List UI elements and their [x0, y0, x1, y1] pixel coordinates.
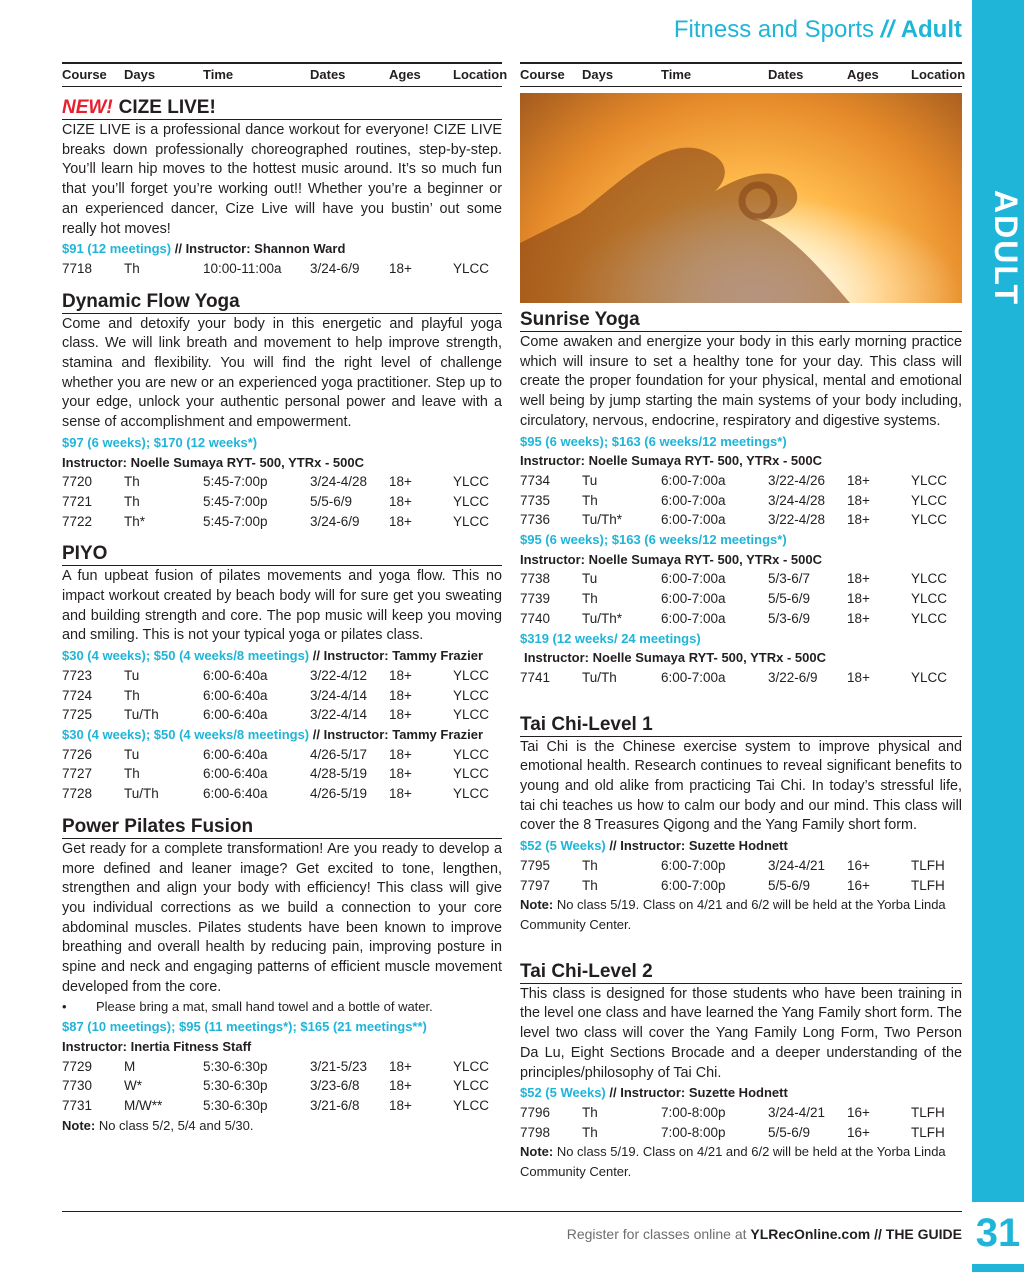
note-label: Note: [520, 1144, 554, 1160]
ages: 18+ [847, 472, 870, 488]
ages: 18+ [847, 669, 870, 685]
page-header [674, 16, 962, 44]
section-rows [520, 569, 962, 628]
time: 6:00-7:00a [661, 571, 726, 587]
days: Tu [582, 472, 598, 488]
time: 5:30-6:30p [203, 1097, 268, 1113]
schedule-row [62, 472, 502, 492]
location: YLCC [453, 746, 490, 762]
instructor: Instructor: Noelle Sumaya RYT- 500, YTRx - 500C [524, 650, 826, 666]
page-number: 31 [972, 1202, 1024, 1264]
ages: 18+ [389, 667, 412, 683]
course-number: 7735 [520, 492, 551, 508]
schedule-row [62, 705, 502, 725]
col-location: Location [911, 67, 966, 82]
section-rows [520, 1103, 962, 1142]
schedule-row [520, 589, 962, 609]
time: 6:00-6:40a [203, 746, 268, 762]
dates: 5/5-6/9 [310, 493, 353, 509]
instructor: Instructor: Noelle Sumaya RYT- 500, YTRx - 500C [520, 551, 822, 567]
days: Tu/Th* [582, 512, 623, 528]
days: Th [582, 877, 598, 893]
yoga-sunrise-photo [520, 93, 962, 303]
time: 5:45-7:00p [203, 513, 268, 529]
days: Th [124, 260, 140, 276]
time: 6:00-7:00a [661, 591, 726, 607]
bullet-note [62, 997, 502, 1017]
location: TLFH [911, 877, 945, 893]
course-description: CIZE LIVE is a professional dance workout for everyone! CIZE LIVE breaks down professionally choreographed routines, step-by-step. You’ll learn hip moves to the hottest music around. It’s so much fun that you’ll forget you’re working out!! Whether you’re a beginner or an experienced dancer, Cize Live will have you bustin’ out some really hot moves! [62, 122, 502, 237]
note [520, 1142, 962, 1181]
course-description: A fun upbeat fusion of pilates movements and yoga flow. This no impact workout created by beach body will for sure get you sweating and building strength and core. The pop music will keep you moving and smiling. This is not your typical yoga or pilates class. [62, 568, 502, 644]
days: Tu/Th [124, 786, 159, 802]
days: Tu [582, 571, 598, 587]
bullet-text: Please bring a mat, small hand towel and a bottle of water. [96, 999, 433, 1015]
col-dates: Dates [310, 67, 346, 82]
course-number: 7721 [62, 493, 93, 509]
location: YLCC [453, 667, 490, 683]
days: Th [124, 766, 140, 782]
time: 6:00-6:40a [203, 786, 268, 802]
instructor: // Instructor: Suzette Hodnett [609, 838, 788, 854]
days: Tu [124, 667, 140, 683]
col-course: Course [520, 67, 565, 82]
course-number: 7728 [62, 786, 93, 802]
location: TLFH [911, 857, 945, 873]
header-audience: Adult [900, 16, 962, 43]
days: Th [582, 1124, 598, 1140]
instructor: // Instructor: Shannon Ward [174, 241, 346, 257]
course-sunrise-yoga [520, 309, 962, 688]
ages: 18+ [389, 766, 412, 782]
course-number: 7730 [62, 1078, 93, 1094]
time: 6:00-7:00p [661, 877, 726, 893]
section-rows [62, 666, 502, 725]
location: YLCC [453, 1097, 490, 1113]
course-number: 7720 [62, 474, 93, 490]
course-number: 7798 [520, 1124, 551, 1140]
dates: 3/22-6/9 [768, 669, 818, 685]
instructor: Instructor: Noelle Sumaya RYT- 500, YTRx - 500C [520, 453, 822, 469]
col-days: Days [124, 67, 156, 82]
ages: 16+ [847, 877, 870, 893]
schedule-row [520, 876, 962, 896]
course-number: 7796 [520, 1104, 551, 1120]
time: 6:00-6:40a [203, 667, 268, 683]
footer-guide: THE GUIDE [885, 1226, 962, 1242]
location: YLCC [453, 493, 490, 509]
course-title: Tai Chi-Level 1 [520, 714, 962, 737]
header-separator: // [880, 16, 895, 43]
ages: 16+ [847, 1104, 870, 1120]
ages: 18+ [389, 493, 412, 509]
course-title: Dynamic Flow Yoga [62, 291, 502, 314]
schedule-row [62, 784, 502, 804]
days: W* [124, 1078, 142, 1094]
schedule-row [62, 492, 502, 512]
header-category: Fitness and Sports [673, 16, 874, 43]
section-rows [62, 472, 502, 531]
ages: 18+ [847, 591, 870, 607]
days: M [124, 1058, 136, 1074]
col-time: Time [203, 67, 234, 82]
col-course: Course [62, 67, 107, 82]
location: YLCC [911, 472, 948, 488]
schedule-row [520, 1103, 962, 1123]
ages: 16+ [847, 1124, 870, 1140]
location: YLCC [911, 669, 948, 685]
right-column [520, 62, 966, 1182]
course-description: Tai Chi is the Chinese exercise system to improve physical and emotional health. Research continues to reveal significant benefits to young and old alike from practicing Tai Chi. In today’s stressful life, tai chi teaches us how to calm our body and our mind. This class will cover the 8 Treasures Qigong and the Yang Family short form. [520, 738, 962, 834]
note-text: No class 5/19. Class on 4/21 and 6/2 will be held at the Yorba Linda Community Center. [520, 1144, 946, 1180]
schedule-row [62, 1057, 502, 1077]
course-number: 7738 [520, 571, 551, 587]
dates: 5/5-6/9 [768, 591, 811, 607]
time: 6:00-6:40a [203, 687, 268, 703]
course-title: Power Pilates Fusion [62, 816, 502, 839]
dates: 5/3-6/9 [768, 610, 811, 626]
days: Th [582, 492, 598, 508]
ages: 16+ [847, 857, 870, 873]
dates: 5/5-6/9 [768, 877, 811, 893]
location: YLCC [911, 571, 948, 587]
course-title: Tai Chi-Level 2 [520, 961, 962, 984]
ages: 18+ [847, 492, 870, 508]
time: 6:00-7:00a [661, 492, 726, 508]
schedule-row [62, 666, 502, 686]
col-ages: Ages [389, 67, 421, 82]
col-ages: Ages [847, 67, 879, 82]
location: YLCC [453, 513, 490, 529]
time: 7:00-8:00p [661, 1104, 726, 1120]
course-number: 7740 [520, 610, 551, 626]
ages: 18+ [389, 1058, 412, 1074]
col-dates: Dates [768, 67, 804, 82]
course-number: 7795 [520, 857, 551, 873]
location: YLCC [911, 492, 948, 508]
location: YLCC [911, 512, 948, 528]
schedule-row [520, 856, 962, 876]
dates: 3/21-6/8 [310, 1097, 360, 1113]
dates: 3/22-4/12 [310, 667, 368, 683]
location: YLCC [453, 786, 490, 802]
days: Th [124, 474, 140, 490]
price: $95 (6 weeks); $163 (6 weeks/12 meetings*) [520, 532, 787, 548]
price: $87 (10 meetings); $95 (11 meetings*); $165 (21 meetings**) [62, 1019, 427, 1035]
course-number: 7727 [62, 766, 93, 782]
price-line [62, 239, 502, 259]
course-number: 7729 [62, 1058, 93, 1074]
dates: 3/23-6/8 [310, 1078, 360, 1094]
price: $91 (12 meetings) [62, 241, 172, 257]
schedule-row [62, 259, 502, 279]
section-rows [520, 471, 962, 530]
dates: 3/24-4/21 [768, 1104, 826, 1120]
ages: 18+ [389, 1097, 412, 1113]
dates: 3/22-4/28 [768, 512, 826, 528]
course-tai-chi-level-2 [520, 961, 962, 1182]
course-number: 7741 [520, 669, 551, 685]
time: 10:00-11:00a [203, 260, 282, 276]
schedule-row [520, 491, 962, 511]
dates: 3/24-4/21 [768, 857, 826, 873]
location: YLCC [453, 687, 490, 703]
course-title [62, 97, 502, 120]
schedule-row [520, 471, 962, 491]
course-number: 7722 [62, 513, 93, 529]
dates: 4/28-5/19 [310, 766, 368, 782]
instructor: // Instructor: Tammy Frazier [312, 726, 484, 742]
time: 6:00-7:00a [661, 610, 726, 626]
location: YLCC [453, 1058, 490, 1074]
ages: 18+ [389, 474, 412, 490]
price: $30 (4 weeks); $50 (4 weeks/8 meetings) [62, 726, 310, 742]
ages: 18+ [847, 512, 870, 528]
time: 5:30-6:30p [203, 1058, 268, 1074]
course-number: 7731 [62, 1097, 93, 1113]
course-power-pilates-fusion [62, 816, 502, 1136]
meditation-hand-illustration [520, 93, 962, 303]
course-description: This class is designed for those students who have been training in the level one class and have learned the Yang Family short form. The level two class will cover the Yang Family Long Form, Two Person Da Lu, Eight Sections Brocade and a deeper understanding of the principles/philosophy of Tai Chi. [520, 985, 962, 1081]
ages: 18+ [389, 707, 412, 723]
schedule-row [62, 512, 502, 532]
price-line [520, 1083, 962, 1103]
schedule-row [520, 510, 962, 530]
dates: 3/24-4/28 [310, 474, 368, 490]
course-description: Come and detoxify your body in this energetic and playful yoga class. We will link breath and movement to help improve strength, stamina and flexibility. You will find the right level of challenge whether you are new or an experienced yoga practitioner. Step up to your edge, unlock your authentic personal power and leave with a sense of accomplishment and empowerment. [62, 315, 502, 431]
ages: 18+ [847, 571, 870, 587]
course-number: 7724 [62, 687, 93, 703]
days: Th [124, 687, 140, 703]
days: Th* [124, 513, 146, 529]
section-rows [62, 259, 502, 279]
section-rows [520, 668, 962, 688]
course-cize-live [62, 97, 502, 279]
days: Tu [124, 746, 140, 762]
dates: 3/22-4/26 [768, 472, 826, 488]
time: 5:45-7:00p [203, 493, 268, 509]
location: YLCC [453, 474, 490, 490]
schedule-row [520, 569, 962, 589]
course-number: 7797 [520, 877, 551, 893]
price-line [520, 836, 962, 856]
price: $52 (5 Weeks) [520, 838, 606, 854]
course-number: 7723 [62, 667, 93, 683]
location: YLCC [911, 610, 948, 626]
location: TLFH [911, 1124, 945, 1140]
schedule-row [62, 686, 502, 706]
section-label: ADULT [988, 190, 1024, 307]
price: $97 (6 weeks); $170 (12 weeks*) [62, 434, 258, 450]
time: 6:00-7:00p [661, 857, 726, 873]
dates: 3/22-4/14 [310, 707, 368, 723]
dates: 3/24-4/14 [310, 687, 368, 703]
course-title: PIYO [62, 543, 502, 566]
time: 6:00-6:40a [203, 766, 268, 782]
course-number: 7734 [520, 472, 551, 488]
footer-text: Register for classes online at [566, 1226, 751, 1242]
section-rows [520, 856, 962, 895]
time: 5:45-7:00p [203, 474, 268, 490]
days: Tu/Th* [582, 610, 623, 626]
course-title: Sunrise Yoga [520, 309, 962, 332]
note-label: Note: [62, 1117, 96, 1133]
price-line [62, 725, 502, 745]
section-rows [62, 745, 502, 804]
days: Tu/Th [582, 669, 617, 685]
location: TLFH [911, 1104, 945, 1120]
note-label: Note: [520, 897, 554, 913]
schedule-row [62, 764, 502, 784]
dates: 5/3-6/7 [768, 571, 811, 587]
time: 6:00-7:00a [661, 512, 726, 528]
course-tai-chi-level-1 [520, 714, 962, 935]
course-piyo [62, 543, 502, 803]
schedule-row [62, 745, 502, 765]
course-number: 7739 [520, 591, 551, 607]
dates: 3/24-4/28 [768, 492, 826, 508]
footer [567, 1226, 962, 1242]
dates: 4/26-5/17 [310, 746, 368, 762]
location: YLCC [911, 591, 948, 607]
note [62, 1116, 502, 1136]
ages: 18+ [847, 610, 870, 626]
price: $95 (6 weeks); $163 (6 weeks/12 meetings*) [520, 433, 787, 449]
time: 5:30-6:30p [203, 1078, 268, 1094]
ages: 18+ [389, 786, 412, 802]
dates: 5/5-6/9 [768, 1124, 811, 1140]
days: Th [582, 591, 598, 607]
dates: 3/24-6/9 [310, 260, 360, 276]
instructor: Instructor: Noelle Sumaya RYT- 500, YTRx - 500C [62, 454, 364, 470]
ages: 18+ [389, 513, 412, 529]
note [520, 895, 962, 934]
bullet-icon: • [62, 999, 67, 1015]
days: Th [582, 1104, 598, 1120]
column-header [520, 62, 966, 87]
price: $30 (4 weeks); $50 (4 weeks/8 meetings) [62, 648, 310, 664]
new-badge: NEW! [62, 97, 113, 118]
schedule-row [62, 1096, 502, 1116]
course-title-text: CIZE LIVE! [118, 97, 216, 118]
price-line [62, 646, 502, 666]
price: $319 (12 weeks/ 24 meetings) [520, 630, 701, 646]
note-text: No class 5/19. Class on 4/21 and 6/2 will be held at the Yorba Linda Community Center. [520, 897, 946, 932]
dates: 3/21-5/23 [310, 1058, 368, 1074]
days: M/W** [124, 1097, 163, 1113]
time: 7:00-8:00p [661, 1124, 726, 1140]
price: $52 (5 Weeks) [520, 1085, 606, 1101]
location: YLCC [453, 260, 490, 276]
dates: 4/26-5/19 [310, 786, 368, 802]
footer-site-link[interactable]: YLRecOnline.com [750, 1226, 871, 1242]
ages: 18+ [389, 746, 412, 762]
instructor: // Instructor: Suzette Hodnett [609, 1085, 788, 1101]
left-column [62, 62, 508, 1135]
course-number: 7736 [520, 512, 551, 528]
course-number: 7718 [62, 260, 93, 276]
schedule-row [520, 668, 962, 688]
col-location: Location [453, 67, 508, 82]
column-header [62, 62, 508, 87]
course-dynamic-flow-yoga [62, 291, 502, 532]
ages: 18+ [389, 1078, 412, 1094]
footer-divider [62, 1211, 962, 1212]
schedule-row [520, 1123, 962, 1143]
col-time: Time [661, 67, 692, 82]
ages: 18+ [389, 260, 412, 276]
section-rows [62, 1057, 502, 1116]
time: 6:00-6:40a [203, 707, 268, 723]
course-description: Get ready for a complete transformation! Are you ready to develop a more defined and leaner image? Get excited to tone, lengthen, strengthen and align your body with efficiency! This class will give you individual corrections as we build a connection to your core abdominal muscles. Pilates students have been known to improve breathing and overall health by reducing pain, improving posture in spine and neck and engaging patterns of efficient muscle movement developed from the core. [62, 840, 502, 995]
footer-separator: // [870, 1226, 886, 1242]
time: 6:00-7:00a [661, 669, 726, 685]
course-description: Come awaken and energize your body in this early morning practice which will insure to set a healthy tone for your day. This class will create the proper foundation for your physical, mental and emotional well being by jump starting the main systems of your body including, circulatory, nervous, endocrine, respiratory and digestive systems. [520, 334, 962, 429]
days: Th [582, 857, 598, 873]
course-number: 7725 [62, 707, 93, 723]
col-days: Days [582, 67, 614, 82]
schedule-row [520, 609, 962, 629]
location: YLCC [453, 766, 490, 782]
schedule-row [62, 1076, 502, 1096]
note-text: No class 5/2, 5/4 and 5/30. [95, 1117, 254, 1133]
dates: 3/24-6/9 [310, 513, 360, 529]
instructor: // Instructor: Tammy Frazier [312, 648, 484, 664]
instructor: Instructor: Inertia Fitness Staff [62, 1038, 252, 1054]
time: 6:00-7:00a [661, 472, 726, 488]
location: YLCC [453, 707, 490, 723]
ages: 18+ [389, 687, 412, 703]
course-number: 7726 [62, 746, 93, 762]
days: Tu/Th [124, 707, 159, 723]
location: YLCC [453, 1078, 490, 1094]
days: Th [124, 493, 140, 509]
